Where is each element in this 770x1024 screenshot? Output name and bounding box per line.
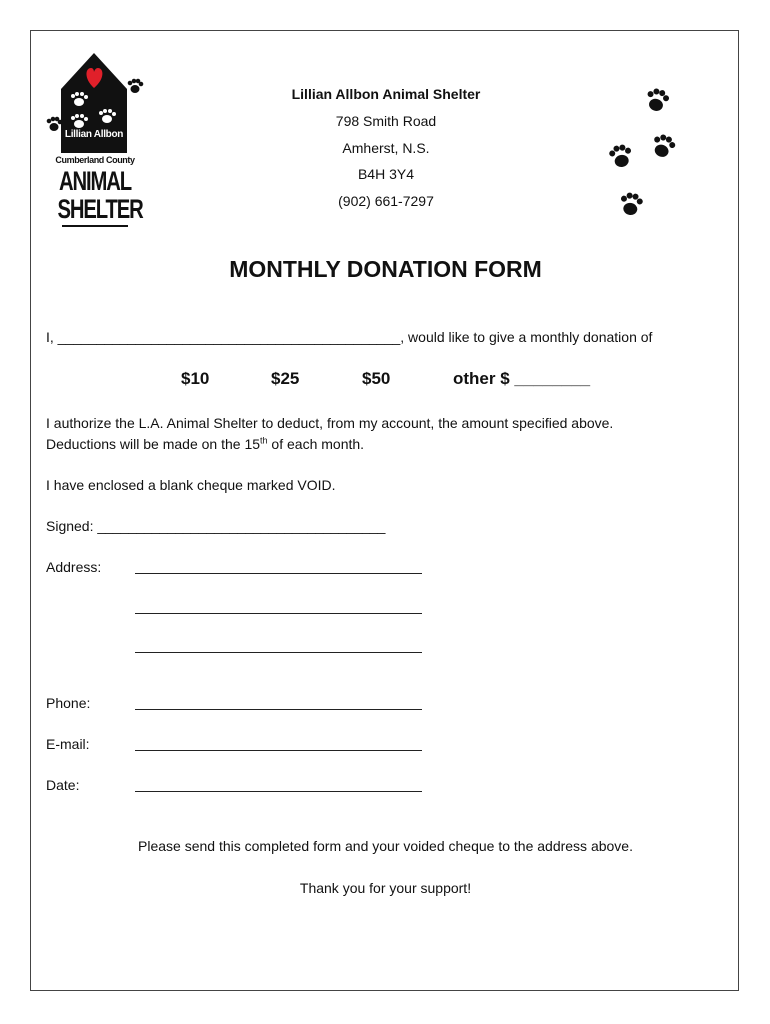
donation-form-page <box>30 30 739 991</box>
deduction-text-start: Deductions will be made on the 15 <box>46 436 261 452</box>
authorization-text: I authorize the L.A. Animal Shelter to deduct, from my account, the amount specified above. <box>46 415 614 431</box>
donor-name-line <box>46 329 652 345</box>
address-label: Address: <box>46 559 102 575</box>
signed-label: Signed: <box>46 518 98 534</box>
logo-line4: SHELTER <box>57 194 143 224</box>
ordinal-suffix: th <box>260 435 268 446</box>
logo-underline <box>62 225 128 227</box>
deduction-text-end: of each month. <box>267 436 365 452</box>
logo-line3: ANIMAL <box>59 166 131 196</box>
form-title: MONTHLY DONATION FORM <box>229 256 542 282</box>
phone-label: Phone: <box>46 695 91 711</box>
amount-option-other[interactable]: other $ ________ <box>453 369 591 388</box>
donor-name-field[interactable]: ____________________________________________ <box>57 329 401 345</box>
phone-number: (902) 661-7297 <box>338 193 434 209</box>
address-line-3-field[interactable] <box>135 652 422 653</box>
intro-suffix: , would like to give a monthly donation of <box>400 329 653 345</box>
logo-line1: Lillian Allbon <box>64 129 124 140</box>
org-name: Lillian Allbon Animal Shelter <box>291 86 481 102</box>
paw-icon <box>608 87 677 217</box>
signature-field[interactable]: _____________________________________ <box>97 518 386 534</box>
postal-code: B4H 3Y4 <box>357 166 415 182</box>
amount-option-25[interactable]: $25 <box>271 369 300 388</box>
city-address: Amherst, N.S. <box>342 140 430 156</box>
date-field[interactable] <box>135 791 422 792</box>
intro-prefix: I, <box>46 329 58 345</box>
deduction-schedule-text <box>46 436 364 452</box>
amount-option-50[interactable]: $50 <box>362 369 391 388</box>
amount-option-10[interactable]: $10 <box>181 369 210 388</box>
date-label: Date: <box>46 777 80 793</box>
thank-you-note: Thank you for your support! <box>299 880 472 896</box>
email-label: E-mail: <box>46 736 90 752</box>
phone-field[interactable] <box>135 709 422 710</box>
address-line-1-field[interactable] <box>135 573 422 574</box>
address-line-2-field[interactable] <box>135 613 422 614</box>
shelter-logo <box>45 45 145 231</box>
street-address: 798 Smith Road <box>335 113 437 129</box>
logo-line2: Cumberland County <box>55 155 135 165</box>
email-field[interactable] <box>135 750 422 751</box>
cheque-note: I have enclosed a blank cheque marked VOID. <box>46 477 336 493</box>
signed-row <box>46 518 385 534</box>
paw-prints-decoration <box>601 81 691 231</box>
mailing-instruction: Please send this completed form and your voided cheque to the address above. <box>138 838 633 854</box>
